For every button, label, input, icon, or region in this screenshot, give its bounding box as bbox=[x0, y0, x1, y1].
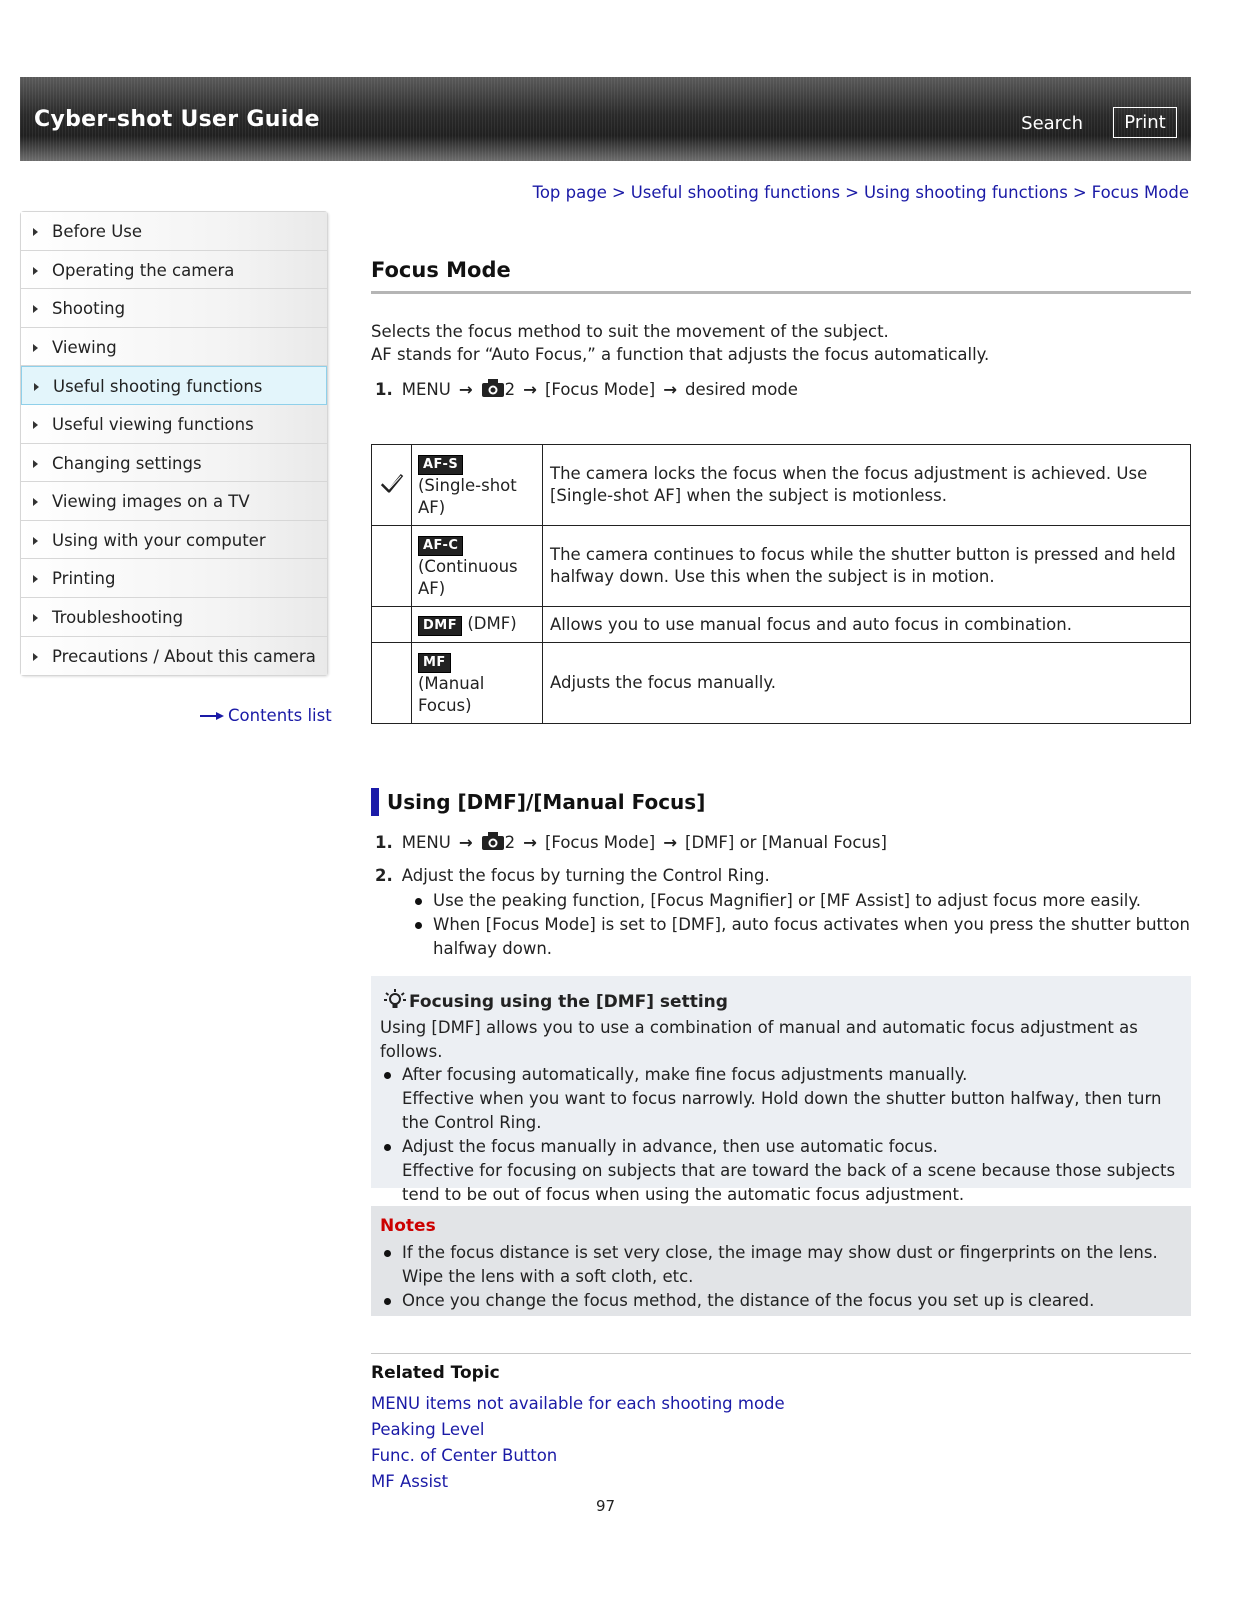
table-row bbox=[372, 526, 1191, 607]
camera-icon bbox=[481, 831, 505, 851]
breadcrumb-separator: > bbox=[1072, 183, 1087, 202]
notes-bullets bbox=[380, 1241, 1186, 1313]
caret-right-icon bbox=[33, 267, 38, 275]
tip-bullet-line: After focusing automatically, make fine focus adjustments manually. bbox=[402, 1065, 968, 1084]
mode-name: (Manual Focus) bbox=[418, 673, 485, 715]
caret-right-icon bbox=[33, 614, 38, 622]
check-cell bbox=[372, 643, 412, 724]
sidebar-item-label: Printing bbox=[52, 569, 116, 589]
sidebar-item-label: Before Use bbox=[52, 222, 143, 241]
tip-bullet-detail: Effective for focusing on subjects that are toward the back of a scene because those subjects tend to be out of focus when using the automatic focus adjustment. bbox=[402, 1161, 1176, 1204]
sidebar-item-label: Changing settings bbox=[52, 453, 202, 473]
mode-name: (DMF) bbox=[467, 614, 517, 633]
page-title: Focus Mode bbox=[371, 258, 511, 282]
table-row bbox=[372, 643, 1191, 724]
step-number: 1. bbox=[375, 380, 393, 399]
sidebar-item-operating-the-camera[interactable] bbox=[21, 251, 327, 290]
caret-right-icon bbox=[33, 498, 38, 506]
step-target: desired mode bbox=[685, 380, 798, 399]
table-row bbox=[372, 445, 1191, 526]
caret-right-icon bbox=[33, 421, 38, 429]
caret-right-icon bbox=[34, 383, 39, 391]
mode-cell bbox=[412, 643, 543, 724]
related-link-mf-assist[interactable]: MF Assist bbox=[371, 1472, 449, 1491]
tip-box bbox=[371, 976, 1191, 1204]
contents-list-label: Contents list bbox=[228, 706, 332, 725]
mode-name: (Single-shot AF) bbox=[418, 475, 517, 517]
arrow-right-icon: → bbox=[458, 833, 473, 852]
step-target: [DMF] or [Manual Focus] bbox=[685, 833, 887, 852]
notes-box bbox=[371, 1206, 1191, 1316]
focus-mode-table bbox=[371, 444, 1191, 724]
list-item: When [Focus Mode] is set to [DMF], auto focus activates when you press the shutter button halfway down. bbox=[411, 913, 1191, 961]
step-number: 2. bbox=[375, 866, 393, 885]
sidebar-item-before-use[interactable] bbox=[21, 212, 327, 251]
check-cell bbox=[372, 607, 412, 643]
tip-bullet-line: Adjust the focus manually in advance, then use automatic focus. bbox=[402, 1137, 938, 1156]
focus-mode-item: [Focus Mode] bbox=[545, 380, 656, 399]
sidebar-item-label: Useful shooting functions bbox=[53, 377, 263, 397]
caret-right-icon bbox=[33, 575, 38, 583]
intro-line: Selects the focus method to suit the movement of the subject. bbox=[371, 322, 889, 341]
intro-text bbox=[371, 320, 989, 366]
tip-title bbox=[383, 988, 728, 1012]
sidebar-item-label: Troubleshooting bbox=[52, 607, 184, 627]
sidebar-item-label: Useful viewing functions bbox=[52, 414, 254, 434]
sidebar-item-label: Viewing images on a TV bbox=[52, 492, 250, 512]
af-c-icon: AF-C bbox=[418, 536, 463, 556]
sidebar-item-troubleshooting[interactable] bbox=[21, 598, 327, 637]
step-number: 1. bbox=[375, 833, 393, 852]
sidebar-item-label: Precautions / About this camera bbox=[52, 646, 316, 666]
arrow-right-icon bbox=[200, 711, 224, 721]
related-divider bbox=[371, 1353, 1191, 1354]
sidebar-nav bbox=[20, 211, 328, 676]
contents-list-link[interactable] bbox=[200, 706, 332, 725]
breadcrumb bbox=[533, 183, 1189, 202]
mode-name: (Continuous AF) bbox=[418, 556, 518, 598]
sidebar-item-changing-settings[interactable] bbox=[21, 444, 327, 483]
caret-right-icon bbox=[33, 537, 38, 545]
title-divider bbox=[371, 291, 1191, 294]
page-number: 97 bbox=[596, 1497, 616, 1515]
caret-right-icon bbox=[33, 460, 38, 468]
mode-description: Adjusts the focus manually. bbox=[543, 643, 1191, 724]
sidebar-item-viewing-images-on-tv[interactable] bbox=[21, 482, 327, 521]
checkmark-icon bbox=[380, 472, 404, 494]
breadcrumb-useful-shooting-functions[interactable]: Useful shooting functions bbox=[630, 183, 841, 202]
caret-right-icon bbox=[33, 653, 38, 661]
related-link-menu-items[interactable]: MENU items not available for each shooting mode bbox=[371, 1394, 785, 1413]
sidebar-item-using-with-computer[interactable] bbox=[21, 521, 327, 560]
breadcrumb-separator: > bbox=[611, 183, 626, 202]
arrow-right-icon: → bbox=[663, 833, 678, 852]
camera-icon bbox=[481, 378, 505, 398]
breadcrumb-separator: > bbox=[845, 183, 859, 202]
breadcrumb-using-shooting-functions[interactable]: Using shooting functions bbox=[863, 183, 1068, 202]
related-link-peaking-level[interactable]: Peaking Level bbox=[371, 1420, 485, 1439]
related-links bbox=[371, 1391, 785, 1495]
step-text: Adjust the focus by turning the Control Ring. bbox=[401, 866, 770, 885]
sidebar-item-label: Using with your computer bbox=[52, 530, 266, 550]
notes-title: Notes bbox=[380, 1216, 436, 1236]
section-heading-dmf: Using [DMF]/[Manual Focus] bbox=[371, 788, 705, 816]
sidebar-item-viewing[interactable] bbox=[21, 328, 327, 367]
breadcrumb-focus-mode[interactable]: Focus Mode bbox=[1091, 183, 1189, 202]
arrow-right-icon: → bbox=[523, 380, 537, 399]
related-link-func-center-button[interactable]: Func. of Center Button bbox=[371, 1446, 558, 1465]
default-check-cell bbox=[372, 445, 412, 526]
mf-icon: MF bbox=[418, 653, 451, 673]
sidebar-item-label: Shooting bbox=[52, 299, 126, 319]
related-topic-title: Related Topic bbox=[371, 1363, 500, 1383]
dmf-icon: DMF bbox=[418, 616, 462, 636]
intro-line: AF stands for “Auto Focus,” a function that adjusts the focus automatically. bbox=[371, 345, 990, 364]
camera-tab-number: 2 bbox=[504, 380, 516, 399]
menu-label: MENU bbox=[401, 380, 451, 399]
sidebar-item-shooting[interactable] bbox=[21, 289, 327, 328]
lightbulb-hint-icon bbox=[383, 988, 407, 1012]
focus-mode-item: [Focus Mode] bbox=[545, 833, 656, 852]
tip-bullet-detail: Effective when you want to focus narrowly. Hold down the shutter button halfway, then turn the Control Ring. bbox=[402, 1089, 1162, 1132]
camera-tab-number: 2 bbox=[504, 833, 516, 852]
header-bar bbox=[20, 77, 1191, 161]
sidebar-item-precautions[interactable] bbox=[21, 637, 327, 676]
sidebar-item-useful-shooting-functions[interactable] bbox=[21, 366, 327, 405]
menu-label: MENU bbox=[401, 833, 451, 852]
caret-right-icon bbox=[33, 344, 38, 352]
list-item: Once you change the focus method, the distance of the focus you set up is cleared. bbox=[380, 1289, 1186, 1313]
af-s-icon: AF-S bbox=[418, 455, 463, 475]
sidebar-item-label: Viewing bbox=[52, 337, 117, 357]
mode-cell bbox=[412, 607, 543, 643]
step-1 bbox=[375, 378, 798, 399]
list-item bbox=[380, 1135, 1180, 1207]
table-row bbox=[372, 607, 1191, 643]
tip-intro: Using [DMF] allows you to use a combination of manual and automatic focus adjustment as follows. bbox=[380, 1018, 1138, 1061]
mode-cell bbox=[412, 526, 543, 607]
section2-step-1 bbox=[375, 831, 887, 852]
guide-title: Cyber-shot User Guide bbox=[34, 107, 320, 132]
arrow-right-icon: → bbox=[523, 833, 537, 852]
mode-cell bbox=[412, 445, 543, 526]
breadcrumb-top-page[interactable]: Top page bbox=[532, 183, 607, 202]
arrow-right-icon: → bbox=[458, 380, 473, 399]
list-item: Use the peaking function, [Focus Magnifier] or [MF Assist] to adjust focus more easily. bbox=[411, 889, 1191, 913]
tip-body bbox=[380, 1016, 1186, 1207]
arrow-right-icon: → bbox=[663, 380, 678, 399]
sidebar-item-label: Operating the camera bbox=[52, 260, 235, 280]
section2-bullets bbox=[411, 889, 1191, 961]
mode-description: The camera locks the focus when the focus adjustment is achieved. Use [Single-shot AF] when the subject is motionless. bbox=[543, 445, 1191, 526]
caret-right-icon bbox=[33, 228, 38, 236]
print-button[interactable]: Print bbox=[1113, 107, 1177, 138]
list-item bbox=[380, 1063, 1180, 1135]
list-item: If the focus distance is set very close, the image may show dust or fingerprints on the lens. Wipe the lens with a soft cloth, etc. bbox=[380, 1241, 1186, 1289]
tip-title-text: Focusing using the [DMF] setting bbox=[409, 992, 728, 1012]
check-cell bbox=[372, 526, 412, 607]
sidebar-item-printing[interactable] bbox=[21, 559, 327, 598]
caret-right-icon bbox=[33, 305, 38, 313]
section2-step-2 bbox=[375, 866, 770, 885]
search-link[interactable]: Search bbox=[1021, 113, 1083, 134]
tip-bullets bbox=[380, 1063, 1180, 1207]
mode-description: The camera continues to focus while the shutter button is pressed and held halfway down. Use this when the subject is in motion. bbox=[543, 526, 1191, 607]
mode-description: Allows you to use manual focus and auto focus in combination. bbox=[543, 607, 1191, 643]
sidebar-item-useful-viewing-functions[interactable] bbox=[21, 405, 327, 444]
